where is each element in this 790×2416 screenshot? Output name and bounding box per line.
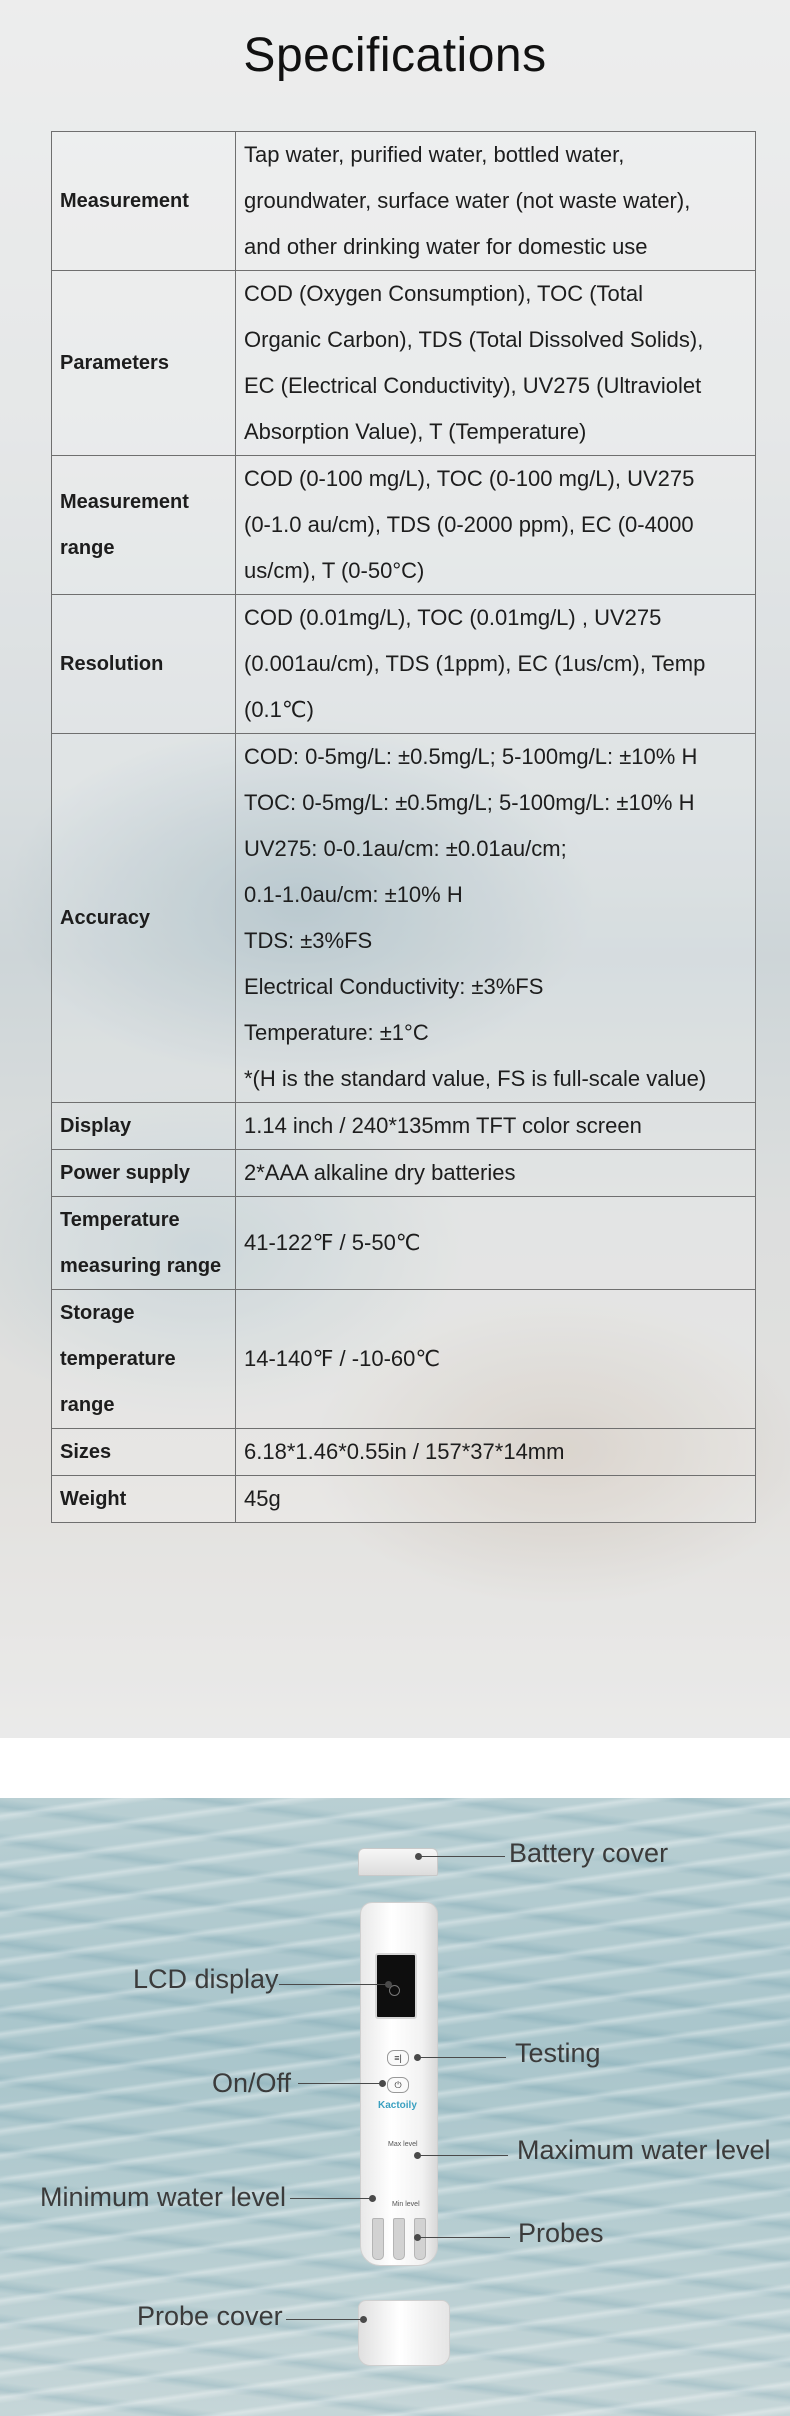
spec-value-line: 2*AAA alkaline dry batteries (244, 1160, 516, 1185)
min-water-dot (369, 2195, 376, 2202)
spec-value-line: groundwater, surface water (not waste water), (244, 188, 691, 213)
spec-value-line: Electrical Conductivity: ±3%FS (244, 974, 544, 999)
spec-row (52, 1150, 756, 1197)
spec-label-line: temperature (60, 1348, 176, 1370)
spec-value-line: 45g (244, 1486, 281, 1511)
min-level-mark: Min level (392, 2201, 420, 2208)
spec-value (236, 1197, 756, 1290)
spec-label (52, 1103, 236, 1150)
on-off-label: On/Off (212, 2068, 292, 2098)
spec-value (236, 1290, 756, 1429)
spec-value-line: COD (0.01mg/L), TOC (0.01mg/L) , UV275 (244, 605, 662, 630)
lcd-display-label: LCD display (133, 1964, 279, 1994)
spec-label-line: Measurement (60, 190, 189, 212)
probe-cover-dot (360, 2316, 367, 2323)
spec-value (236, 132, 756, 271)
spec-value-line: (0.001au/cm), TDS (1ppm), EC (1us/cm), Temp (244, 651, 706, 676)
spec-label (52, 271, 236, 456)
spec-value (236, 1103, 756, 1150)
spec-value (236, 595, 756, 734)
brand-logo: Kactoily (378, 2100, 417, 2111)
on-off-leader (298, 2083, 380, 2084)
spec-value (236, 456, 756, 595)
spec-value (236, 1429, 756, 1476)
spec-label-line: Temperature (60, 1209, 180, 1231)
spec-label (52, 1197, 236, 1290)
spec-value-line: EC (Electrical Conductivity), UV275 (Ultraviolet (244, 373, 702, 398)
battery-cover-part (358, 1848, 438, 1876)
spec-row (52, 1476, 756, 1523)
spec-row (52, 1197, 756, 1290)
spec-row (52, 1290, 756, 1429)
spec-table (51, 131, 756, 1523)
spec-label (52, 595, 236, 734)
spec-value-line: TOC: 0-5mg/L: ±0.5mg/L; 5-100mg/L: ±10% H (244, 790, 695, 815)
spec-value-line: us/cm), T (0-50°C) (244, 558, 425, 583)
testing-label: Testing (515, 2038, 601, 2068)
spec-label-line: Parameters (60, 352, 169, 374)
probes-leader (418, 2237, 510, 2238)
spec-label-line: range (60, 1394, 115, 1416)
spec-row (52, 734, 756, 1103)
spec-value-line: Absorption Value), T (Temperature) (244, 419, 587, 444)
spec-label-line: Storage (60, 1302, 135, 1324)
spec-value-line: COD (0-100 mg/L), TOC (0-100 mg/L), UV275 (244, 466, 695, 491)
testing-leader (418, 2057, 506, 2058)
spec-label (52, 132, 236, 271)
spec-row (52, 132, 756, 271)
min-water-leader (290, 2198, 370, 2199)
spec-label (52, 1290, 236, 1429)
spec-label (52, 1150, 236, 1197)
spec-label-line: Accuracy (60, 907, 151, 929)
spec-label (52, 1476, 236, 1523)
spec-value-line: TDS: ±3%FS (244, 928, 373, 953)
probe-cover-part (358, 2300, 450, 2366)
on-off-dot (379, 2080, 386, 2087)
spec-label-line: Weight (60, 1488, 127, 1510)
spec-value-line: 1.14 inch / 240*135mm TFT color screen (244, 1113, 642, 1138)
lcd-display-leader (279, 1984, 386, 1985)
spec-label-line: measuring range (60, 1255, 222, 1277)
probe-left (372, 2218, 384, 2260)
spec-label-line: Resolution (60, 653, 164, 675)
section-divider (0, 1738, 790, 1798)
spec-value (236, 1150, 756, 1197)
spec-value-line: *(H is the standard value, FS is full-scale value) (244, 1066, 707, 1091)
product-diagram (0, 1798, 790, 2416)
max-water-leader (418, 2155, 508, 2156)
spec-value-line: COD (Oxygen Consumption), TOC (Total (244, 281, 643, 306)
spec-value-line: 14-140℉ / -10-60℃ (244, 1346, 441, 1371)
battery-cover-label: Battery cover (509, 1838, 669, 1868)
testing-button: ≡| (387, 2050, 409, 2066)
spec-value (236, 734, 756, 1103)
spec-value-line: (0-1.0 au/cm), TDS (0-2000 ppm), EC (0-4000 (244, 512, 694, 537)
spec-label-line: Display (60, 1115, 132, 1137)
spec-value-line: and other drinking water for domestic use (244, 234, 648, 259)
probe-cover-label: Probe cover (137, 2301, 283, 2331)
battery-cover-leader (420, 1856, 505, 1857)
spec-value-line: COD: 0-5mg/L: ±0.5mg/L; 5-100mg/L: ±10% H (244, 744, 698, 769)
spec-row (52, 456, 756, 595)
probe-middle (393, 2218, 405, 2260)
spec-value-line: Organic Carbon), TDS (Total Dissolved Solids), (244, 327, 704, 352)
minimum-water-level-label: Minimum water level (40, 2182, 287, 2212)
spec-label-line: range (60, 537, 115, 559)
spec-value-line: (0.1℃) (244, 697, 314, 722)
spec-label-line: Power supply (60, 1162, 191, 1184)
spec-row (52, 1429, 756, 1476)
maximum-water-level-label: Maximum water level (517, 2135, 771, 2165)
spec-row (52, 595, 756, 734)
spec-value-line: Tap water, purified water, bottled water, (244, 142, 625, 167)
spec-value-line: 41-122℉ / 5-50℃ (244, 1230, 421, 1255)
spec-value-line: UV275: 0-0.1au/cm: ±0.01au/cm; (244, 836, 567, 861)
spec-label (52, 1429, 236, 1476)
spec-value-line: 0.1-1.0au/cm: ±10% H (244, 882, 463, 907)
spec-row (52, 271, 756, 456)
spec-value-line: Temperature: ±1°C (244, 1020, 429, 1045)
spec-label-line: Sizes (60, 1441, 112, 1463)
spec-label (52, 456, 236, 595)
power-button: ⏻ (387, 2077, 409, 2093)
probe-cover-leader (286, 2319, 362, 2320)
lcd-display-dot (385, 1981, 392, 1988)
max-level-mark: Max level (388, 2141, 418, 2148)
spec-value (236, 1476, 756, 1523)
spec-value (236, 271, 756, 456)
spec-row (52, 1103, 756, 1150)
spec-value-line: 6.18*1.46*0.55in / 157*37*14mm (244, 1439, 565, 1464)
spec-label-line: Measurement (60, 491, 189, 513)
spec-label (52, 734, 236, 1103)
probes-label: Probes (518, 2218, 604, 2248)
page-title: Specifications (243, 29, 547, 82)
